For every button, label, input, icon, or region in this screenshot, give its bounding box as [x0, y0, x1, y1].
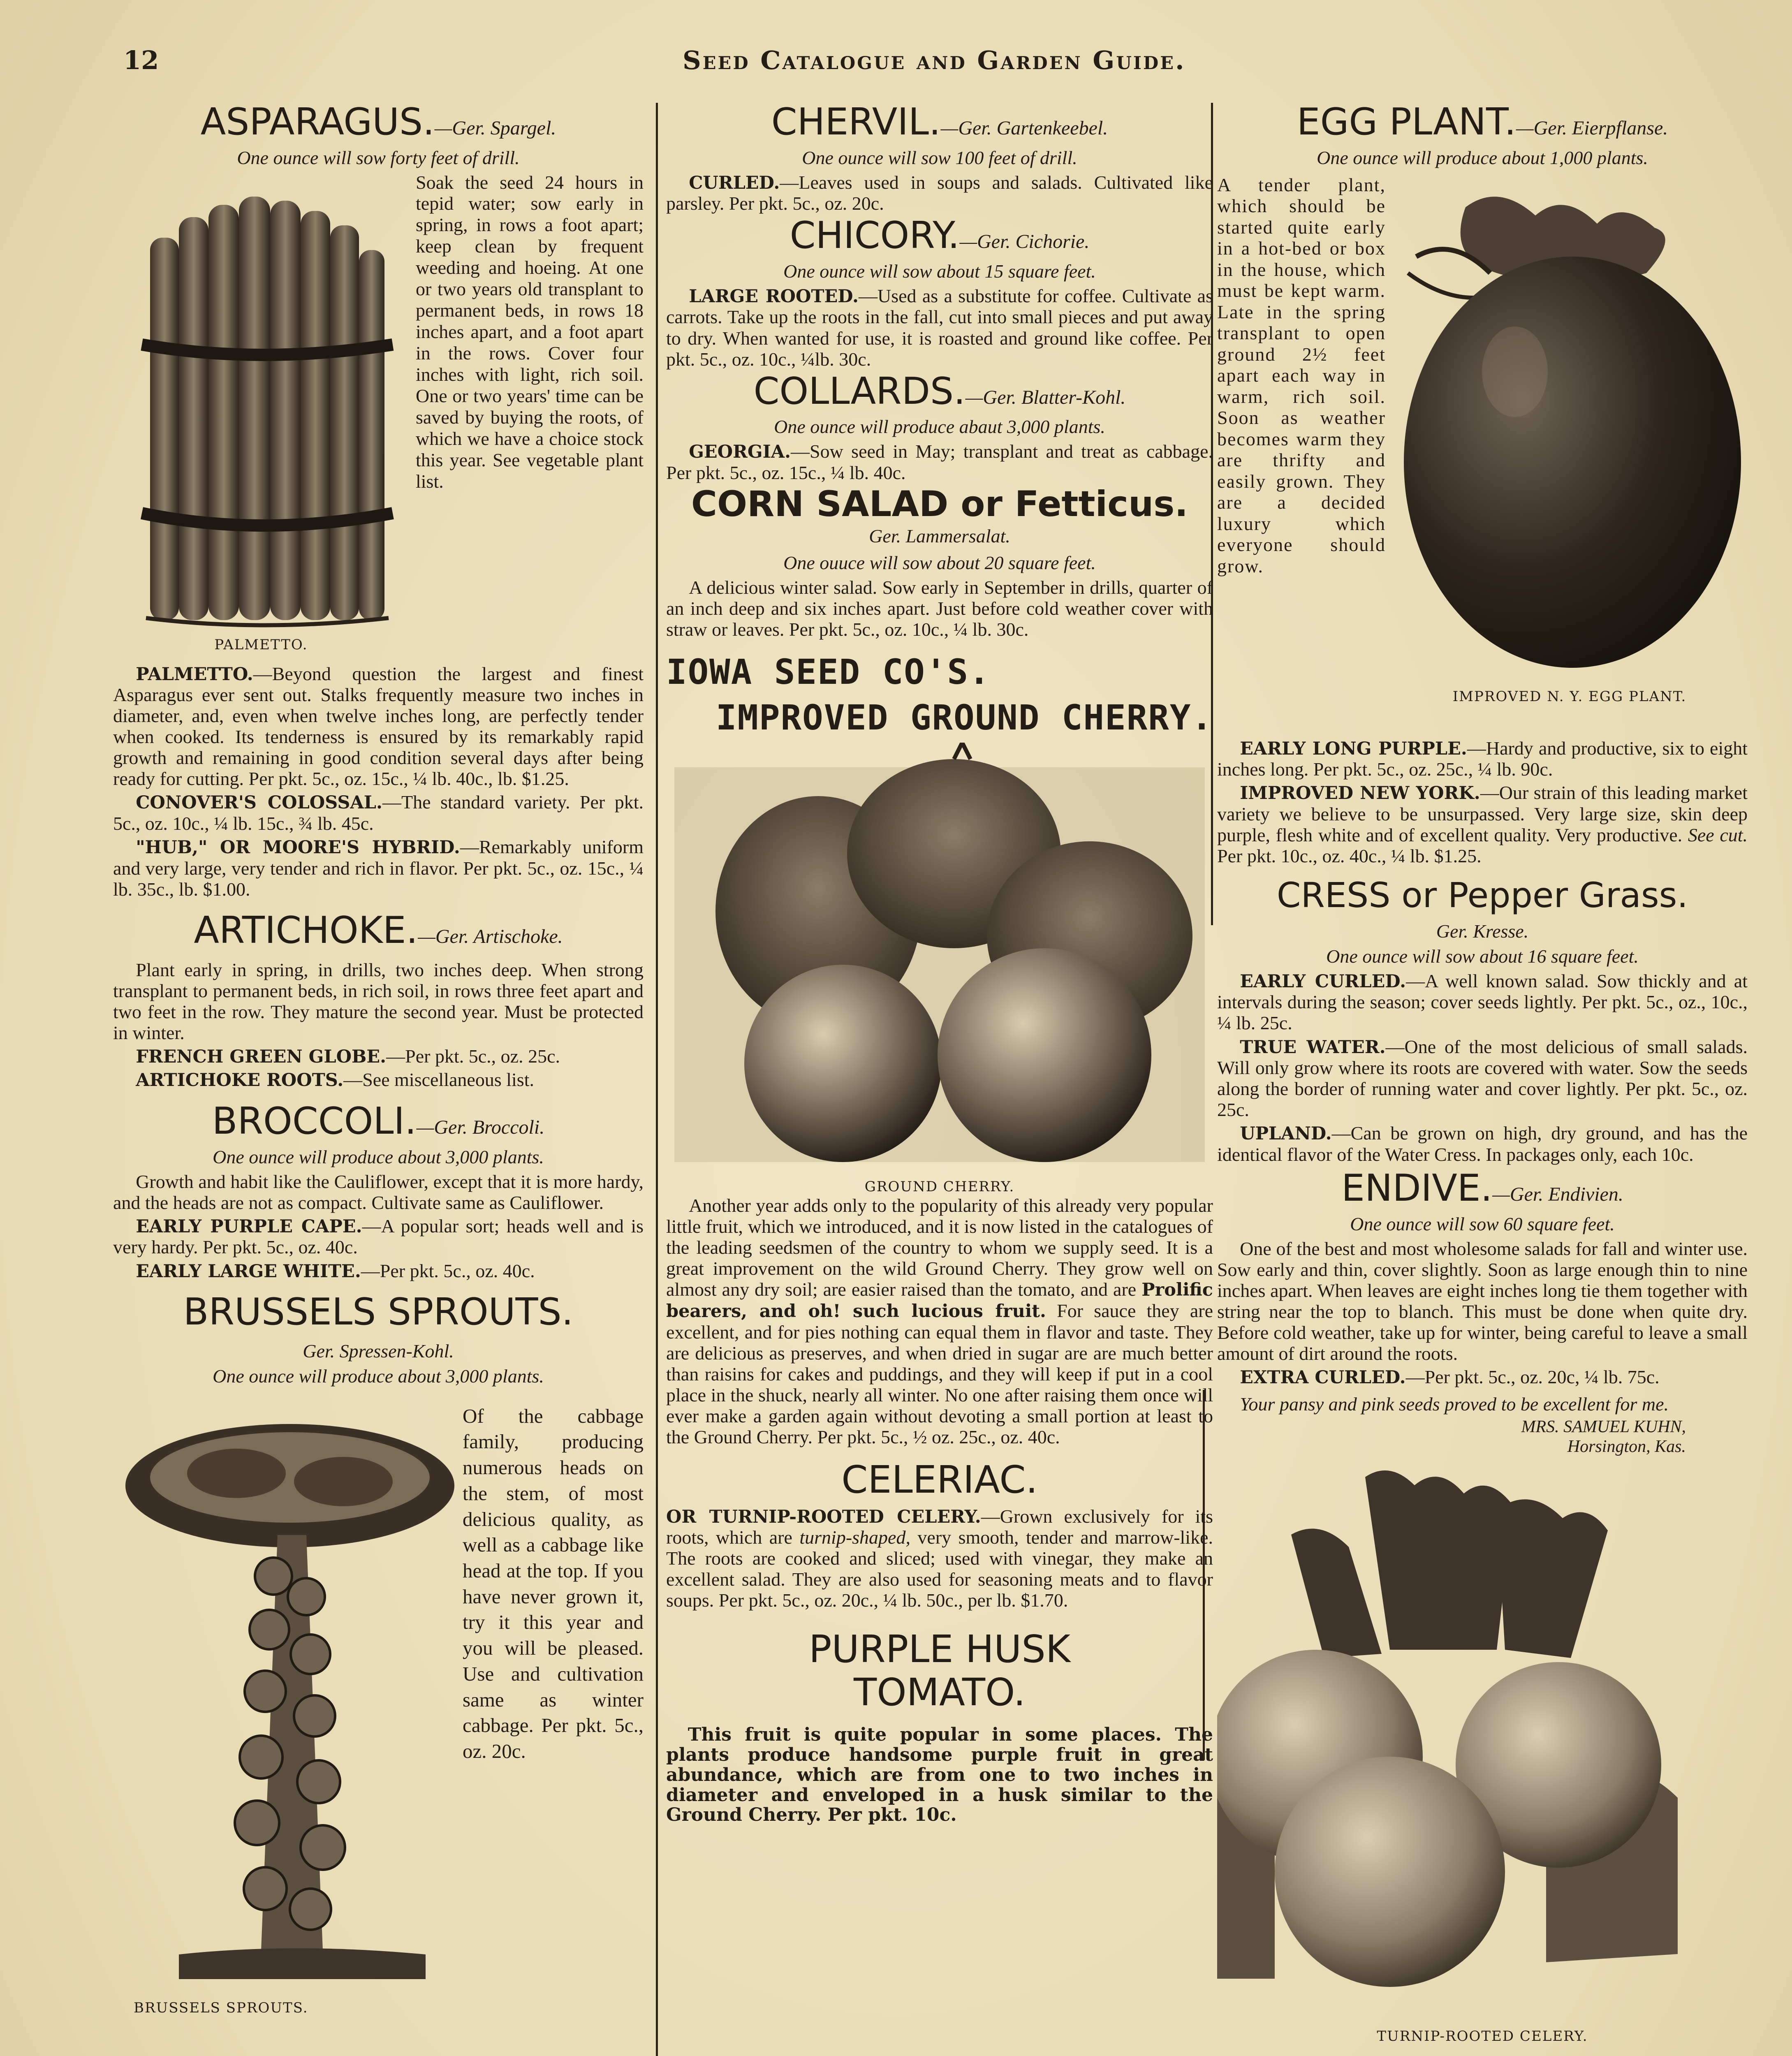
chervil-curled-entry: CURLED.—Leaves used in soups and salads. Cultivated like parsley. Per pkt. 5c., oz. 20c. — [666, 171, 1213, 214]
asparagus-bundle-illustration — [113, 172, 409, 637]
purple-husk-text: This fruit is quite popular in some places. The plants produce handsome purple fruit in great abundance, which are from one to two inches in diameter and enveloped in a husk similar to the Ground Cherry. Per pkt. 10c. — [666, 1724, 1213, 1826]
asparagus-intro-text: Soak the seed 24 hours in tepid water; sow early in spring, in rows a foot apart; keep clean by frequent weeding and hoeing. At one or two years old transplant to permanent beds, in rows 18 inches apart, and a foot apart in the rows. Cover four inches with light, rich soil. One or two years' time can be saved by buying the roots, of which we have a choice stock this year. See vegetable plant list. — [416, 171, 644, 492]
extra-curled-entry: EXTRA CURLED.—Per pkt. 5c., oz. 20c, ¼ lb. 75c. — [1240, 1366, 1660, 1388]
chicory-heading: CHICORY.—Ger. Cichorie. — [789, 214, 1090, 257]
broccoli-intro-text: Growth and habit like the Cauliflower, except that it is more hardy, and the heads are not as compact. Cultivate same as Cauliflower. — [113, 1171, 644, 1213]
cress-heading: CRESS or Pepper Grass. — [1276, 875, 1688, 916]
broccoli-heading: BROCCOLI.—Ger. Broccoli. — [212, 1100, 545, 1143]
page-number: 12 — [123, 45, 159, 75]
asparagus-sowing-rate: One ounce will sow forty feet of drill. — [237, 147, 520, 168]
turnip-rooted-celery-illustration — [1217, 1461, 1694, 2028]
broccoli-sowing-rate: One ounce will produce about 3,000 plants. — [213, 1146, 544, 1167]
column-3 — [1217, 103, 1748, 2056]
upland-entry: UPLAND.—Can be grown on high, dry ground, and has the identical flavor of the Water Cress. In packages only, each 10c. — [1217, 1123, 1748, 1165]
true-water-entry: TRUE WATER.—One of the most delicious of small salads. Will only grow where its roots are covered with water. Sow the seeds along the border of running water and cover lightly. Per pkt. 5c., oz. 25c. — [1217, 1036, 1748, 1121]
turnip-rooted-celery-figure-caption: TURNIP-ROOTED CELERY. — [1377, 2028, 1588, 2044]
brussels-german-name: Ger. Spressen-Kohl. — [303, 1340, 454, 1361]
early-curled-entry: EARLY CURLED.—A well known salad. Sow thickly and at intervals during the season; cover seeds lightly. Per pkt. 5c., oz., 10c., ¼ lb. 25c. — [1217, 970, 1748, 1034]
egg-plant-intro-text: A tender plant, which should be started quite early in a hot-bed or box in the house, which must be kept warm. Late in the spring transplant to open ground 2½ feet apart each way in warm, rich soil. Soon as weather becomes warm they are thrifty and easily grown. They are a decided luxury which everyone should grow. — [1217, 174, 1386, 577]
ground-cherry-heading-line2: IMPROVED GROUND CHERRY. — [715, 697, 1213, 738]
early-long-purple-entry: EARLY LONG PURPLE.—Hardy and productive, six to eight inches long. Per pkt. 5c., oz. 25c., ¼ lb. 90c. — [1217, 737, 1748, 780]
brussels-figure-caption: BRUSSELS SPROUTS. — [134, 1999, 308, 2016]
column-rule-left — [656, 103, 658, 2056]
ground-cherry-figure-caption: GROUND CHERRY. — [864, 1178, 1015, 1195]
improved-new-york-entry: IMPROVED NEW YORK.—Our strain of this leading market variety we believe to be unsurpassed. Very large size, skin deep purple, flesh white and of excellent quality. Very productive. See cut. Per pkt. 10c., oz. 40c., ¼ lb. $1.25. — [1217, 782, 1748, 867]
artichoke-heading: ARTICHOKE.—Ger. Artischoke. — [194, 909, 563, 952]
brussels-sprouts-text: Of the cabbage family, producing numerous heads on the stem, of most delicious quality, as well as a cabbage like head at the top. If you have never grown it, try it this year and you will be pleased. Use and cultivation same as winter cabbage. Per pkt. 5c., oz. 20c. — [463, 1404, 644, 1763]
egg-plant-heading: EGG PLANT.—Ger. Eierpflanse. — [1297, 103, 1668, 144]
celeriac-heading: CELERIAC. — [841, 1457, 1038, 1502]
column-2 — [666, 103, 1213, 2056]
artichoke-intro-text: Plant early in spring, in drills, two inches deep. When strong transplant to permanent beds, in rich soil, in rows three feet apart and two feet in the row. They mature the second year. Must be protected in winter. — [113, 959, 644, 1043]
testimonial-signature: MRS. SAMUEL KUHN, Horsington, Kas. — [1521, 1417, 1686, 1456]
palmetto-figure-caption: PALMETTO. — [214, 636, 308, 653]
artichoke-roots-entry: ARTICHOKE ROOTS.—See miscellaneous list. — [136, 1069, 534, 1091]
georgia-entry: GEORGIA.—Sow seed in May; transplant and treat as cabbage. Per pkt. 5c., oz. 15c., ¼ lb. 40c. — [666, 441, 1213, 483]
corn-salad-german-name: Ger. Lammersalat. — [869, 526, 1010, 547]
brussels-sowing-rate: One ounce will produce about 3,000 plants. — [213, 1365, 544, 1387]
large-white-entry: EARLY LARGE WHITE.—Per pkt. 5c., oz. 40c. — [136, 1260, 535, 1282]
brussels-sprouts-illustration — [113, 1403, 454, 2000]
asparagus-spears — [150, 197, 384, 620]
egg-plant-illustration — [1391, 174, 1745, 688]
ground-cherry-text: Another year adds only to the popularity of this already very popular little fruit, which we introduced, and it is now listed in the catalogues of the leading seedsmen of the country to whom we supply seed. It is a great improvement on the wild Ground Cherry. They grow well on almost any dry soil; are easier raised than the tomato, and are Prolific bearers, and oh! such lucious fruit. For sauce they are excellent, and for pies nothing can equal them in flavor and taste. They are delicious as preserves, and when dried in sugar are are much better than raisins for cakes and puddings, and they will keep if put in a cool place in the shuck, nearly all winter. No one after raising them once will ever make a garden again without devoting a small portion at least to the Ground Cherry. Per pkt. 5c., ½ oz. 25c., oz. 40c. — [666, 1195, 1213, 1447]
page-header-title: Seed Catalogue and Garden Guide. — [683, 45, 1186, 75]
celeriac-text: OR TURNIP-ROOTED CELERY.—Grown exclusively for its roots, which are turnip-shaped, very smooth, tender and marrow-like. The roots are cooked and sliced; used with vinegar, they make an excellent salad. They are also used for seasoning meats and to flavor soups. Per pkt. 5c., oz. 20c., ¼ lb. 50c., per lb. $1.70. — [666, 1505, 1213, 1611]
testimonial-text: Your pansy and pink seeds proved to be excellent for me. — [1240, 1393, 1669, 1415]
hub-entry: "HUB," OR MOORE'S HYBRID.—Remarkably uniform and very large, very tender and rich in flavor. Per pkt. 5c., oz. 15c., ¼ lb. 35c., lb. $1.00. — [113, 836, 644, 900]
cress-sowing-rate: One ounce will sow about 16 square feet. — [1326, 945, 1639, 967]
brussels-sprouts-heading: BRUSSELS SPROUTS. — [183, 1290, 574, 1334]
ground-cherry-illustration — [666, 743, 1213, 1178]
chervil-sowing-rate: One ounce will sow 100 feet of drill. — [802, 147, 1077, 168]
collards-heading: COLLARDS.—Ger. Blatter-Kohl. — [753, 369, 1126, 413]
chervil-heading: CHERVIL.—Ger. Gartenkeebel. — [771, 103, 1108, 144]
palmetto-entry: PALMETTO.—Beyond question the largest and finest Asparagus ever sent out. Stalks frequently measure two inches in diameter, and, even when twelve inches long, are perfectly tender when cooked. Its tenderness is ensured by its remarkably rapid growth and remaining in good condition several days after being ready for cutting. Per pkt. 5c., oz. 15c., ¼ lb. 40c., lb. $1.25. — [113, 663, 644, 790]
purple-husk-heading-line1: PURPLE HUSK — [808, 1627, 1071, 1671]
purple-cape-entry: EARLY PURPLE CAPE.—A popular sort; heads well and is very hardy. Per pkt. 5c., oz. 40c. — [113, 1215, 644, 1258]
column-1 — [113, 103, 644, 2056]
corn-salad-heading: CORN SALAD or Fetticus. — [691, 483, 1188, 525]
collards-sowing-rate: One ounce will produce abaut 3,000 plants. — [774, 416, 1105, 438]
egg-plant-sowing-rate: One ounce will produce about 1,000 plants. — [1317, 147, 1648, 168]
conover-entry: CONOVER'S COLOSSAL.—The standard variety. Per pkt. 5c., oz. 10c., ¼ lb. 15c., ¾ lb. 45c. — [113, 792, 644, 834]
purple-husk-heading-line2: TOMATO. — [854, 1670, 1026, 1715]
chicory-sowing-rate: One ounce will sow about 15 square feet. — [783, 260, 1096, 282]
egg-plant-figure-caption: IMPROVED N. Y. EGG PLANT. — [1452, 688, 1687, 705]
ground-cherry-heading-line1: IOWA SEED CO'S. — [666, 652, 991, 692]
cress-german-name: Ger. Kresse. — [1436, 920, 1529, 942]
french-globe-entry: FRENCH GREEN GLOBE.—Per pkt. 5c., oz. 25c. — [136, 1045, 560, 1067]
asparagus-heading: ASPARAGUS.—Ger. Spargel. — [200, 103, 556, 144]
endive-text: One of the best and most wholesome salads for fall and winter use. Sow early and thin, cover slightly. Soon as large enough thin to nine inches apart. When leaves are eight inches long tie them together with string near the top to blanch. This must be done when quite dry. Before cold weather, take up for winter, being careful to leave a small amount of dirt around the roots. — [1217, 1238, 1748, 1364]
large-rooted-entry: LARGE ROOTED.—Used as a substitute for coffee. Cultivate as carrots. Take up the roots in the fall, cut into small pieces and put away to dry. When wanted for use, it is roasted and ground like coffee. Per pkt. 5c., oz. 10c., ¼lb. 30c. — [666, 285, 1213, 370]
corn-salad-text: A delicious winter salad. Sow early in September in drills, quarter of an inch deep and six inches apart. Just before cold weather cover with straw or leaves. Per pkt. 5c., oz. 10c., ¼ lb. 30c. — [666, 577, 1213, 640]
endive-heading: ENDIVE.—Ger. Endivien. — [1341, 1167, 1623, 1210]
endive-sowing-rate: One ounce will sow 60 square feet. — [1350, 1213, 1615, 1234]
celery-leaves — [1291, 1470, 1608, 1658]
corn-salad-sowing-rate: One ouuce will sow about 20 square feet. — [783, 552, 1096, 574]
